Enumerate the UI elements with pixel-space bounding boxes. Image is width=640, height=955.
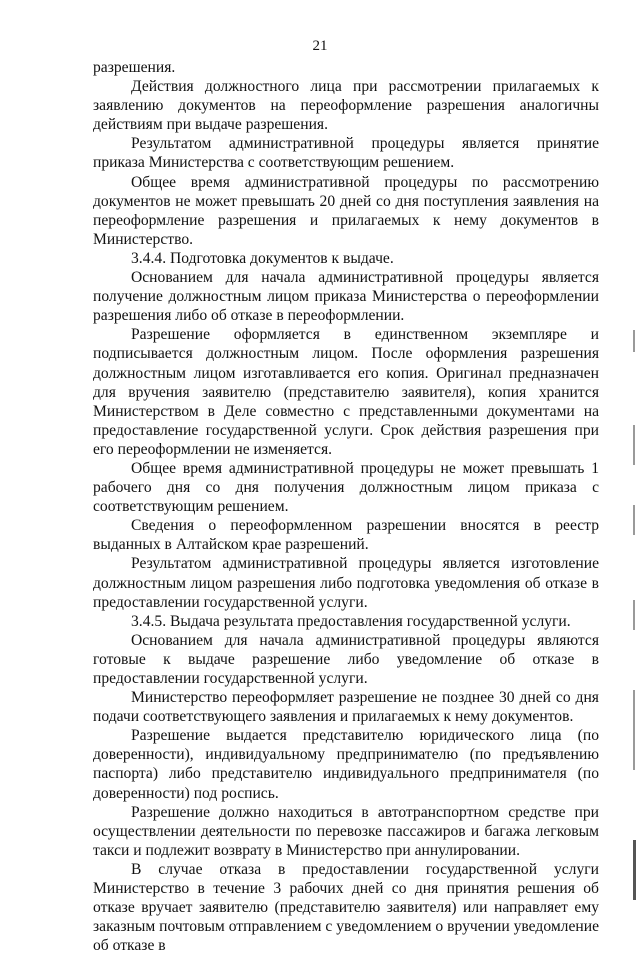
section-heading-3-4-4: 3.4.4. Подготовка документов к выдаче. (131, 249, 394, 267)
paragraph: Основанием для начала административной процедуры являются готовые к выдаче разрешение либо уведомление об отказе в предоставлении государственной услуги. (93, 631, 599, 687)
paragraph: Результатом административной процедуры является изготовление должностным лицом разрешения либо подготовка уведомления об отказе в предоставлении государственной услуги. (93, 555, 599, 611)
paragraph-continuation: разрешения. (93, 59, 176, 76)
paragraph: Министерство переоформляет разрешение не позднее 30 дней со дня подачи соответствующего заявления и прилагаемых к нему документов. (93, 689, 599, 726)
scan-mark (633, 425, 635, 465)
document-body (93, 58, 599, 955)
page-number: 21 (312, 38, 328, 54)
scan-mark (633, 330, 635, 352)
paragraph: Разрешение должно находиться в автотранспортном средстве при осуществлении деятельности по перевозке пассажиров и багажа легковым такси и подлежит возврату в Министерство при аннулировании. (93, 803, 599, 859)
scan-mark (633, 600, 635, 630)
scan-mark (633, 505, 635, 535)
paragraph: Разрешение оформляется в единственном экземпляре и подписывается должностным лицом. После оформления разрешения должностным лицом изготавливается его копия. Оригинал предназначен для вручения заявителю (представителю заявителя), копия хранится Министерством в Деле совместно с представленными документами на предоставление государственной услуги. Срок действия разрешения при его переоформлении не изменяется. (93, 326, 599, 458)
scan-mark (633, 840, 636, 900)
section-heading-3-4-5: 3.4.5. Выдача результата предоставления государственной услуги. (131, 612, 571, 630)
paragraph: Сведения о переоформленном разрешении вносятся в реестр выданных в Алтайском крае разрешений. (93, 517, 599, 554)
paragraph: В случае отказа в предоставлении государственной услуги Министерство в течение 3 рабочих дней со дня принятия решения об отказе вручает заявителю (представителю заявителя) или направляет ему заказным почтовым отправлением с уведомлением о вручении уведомление об отказе в (93, 860, 599, 955)
scan-edge-marks (633, 0, 637, 905)
paragraph: Общее время административной процедуры по рассмотрению документов не может превышать 20 дней со дня поступления заявления на переоформление разрешения и прилагаемых к нему документов в Министерство. (93, 173, 599, 248)
scan-mark (633, 690, 635, 770)
paragraph: Разрешение выдается представителю юридического лица (по доверенности), индивидуальному предпринимателю (по предъявлению паспорта) либо представителю индивидуального предпринимателя (по доверенности) под роспись. (93, 727, 599, 802)
paragraph: Результатом административной процедуры является принятие приказа Министерства с соответствующим решением. (93, 135, 599, 172)
paragraph: Основанием для начала административной процедуры является получение должностным лицом приказа Министерства о переоформлении разрешения либо об отказе в переоформлении. (93, 269, 599, 325)
paragraph: Общее время административной процедуры не может превышать 1 рабочего дня со дня получения должностным лицом приказа с соответствующим решением. (93, 459, 599, 516)
paragraph: Действия должностного лица при рассмотрении прилагаемых к заявлению документов на переоформление разрешения аналогичны действиям при выдаче разрешения. (93, 78, 599, 134)
